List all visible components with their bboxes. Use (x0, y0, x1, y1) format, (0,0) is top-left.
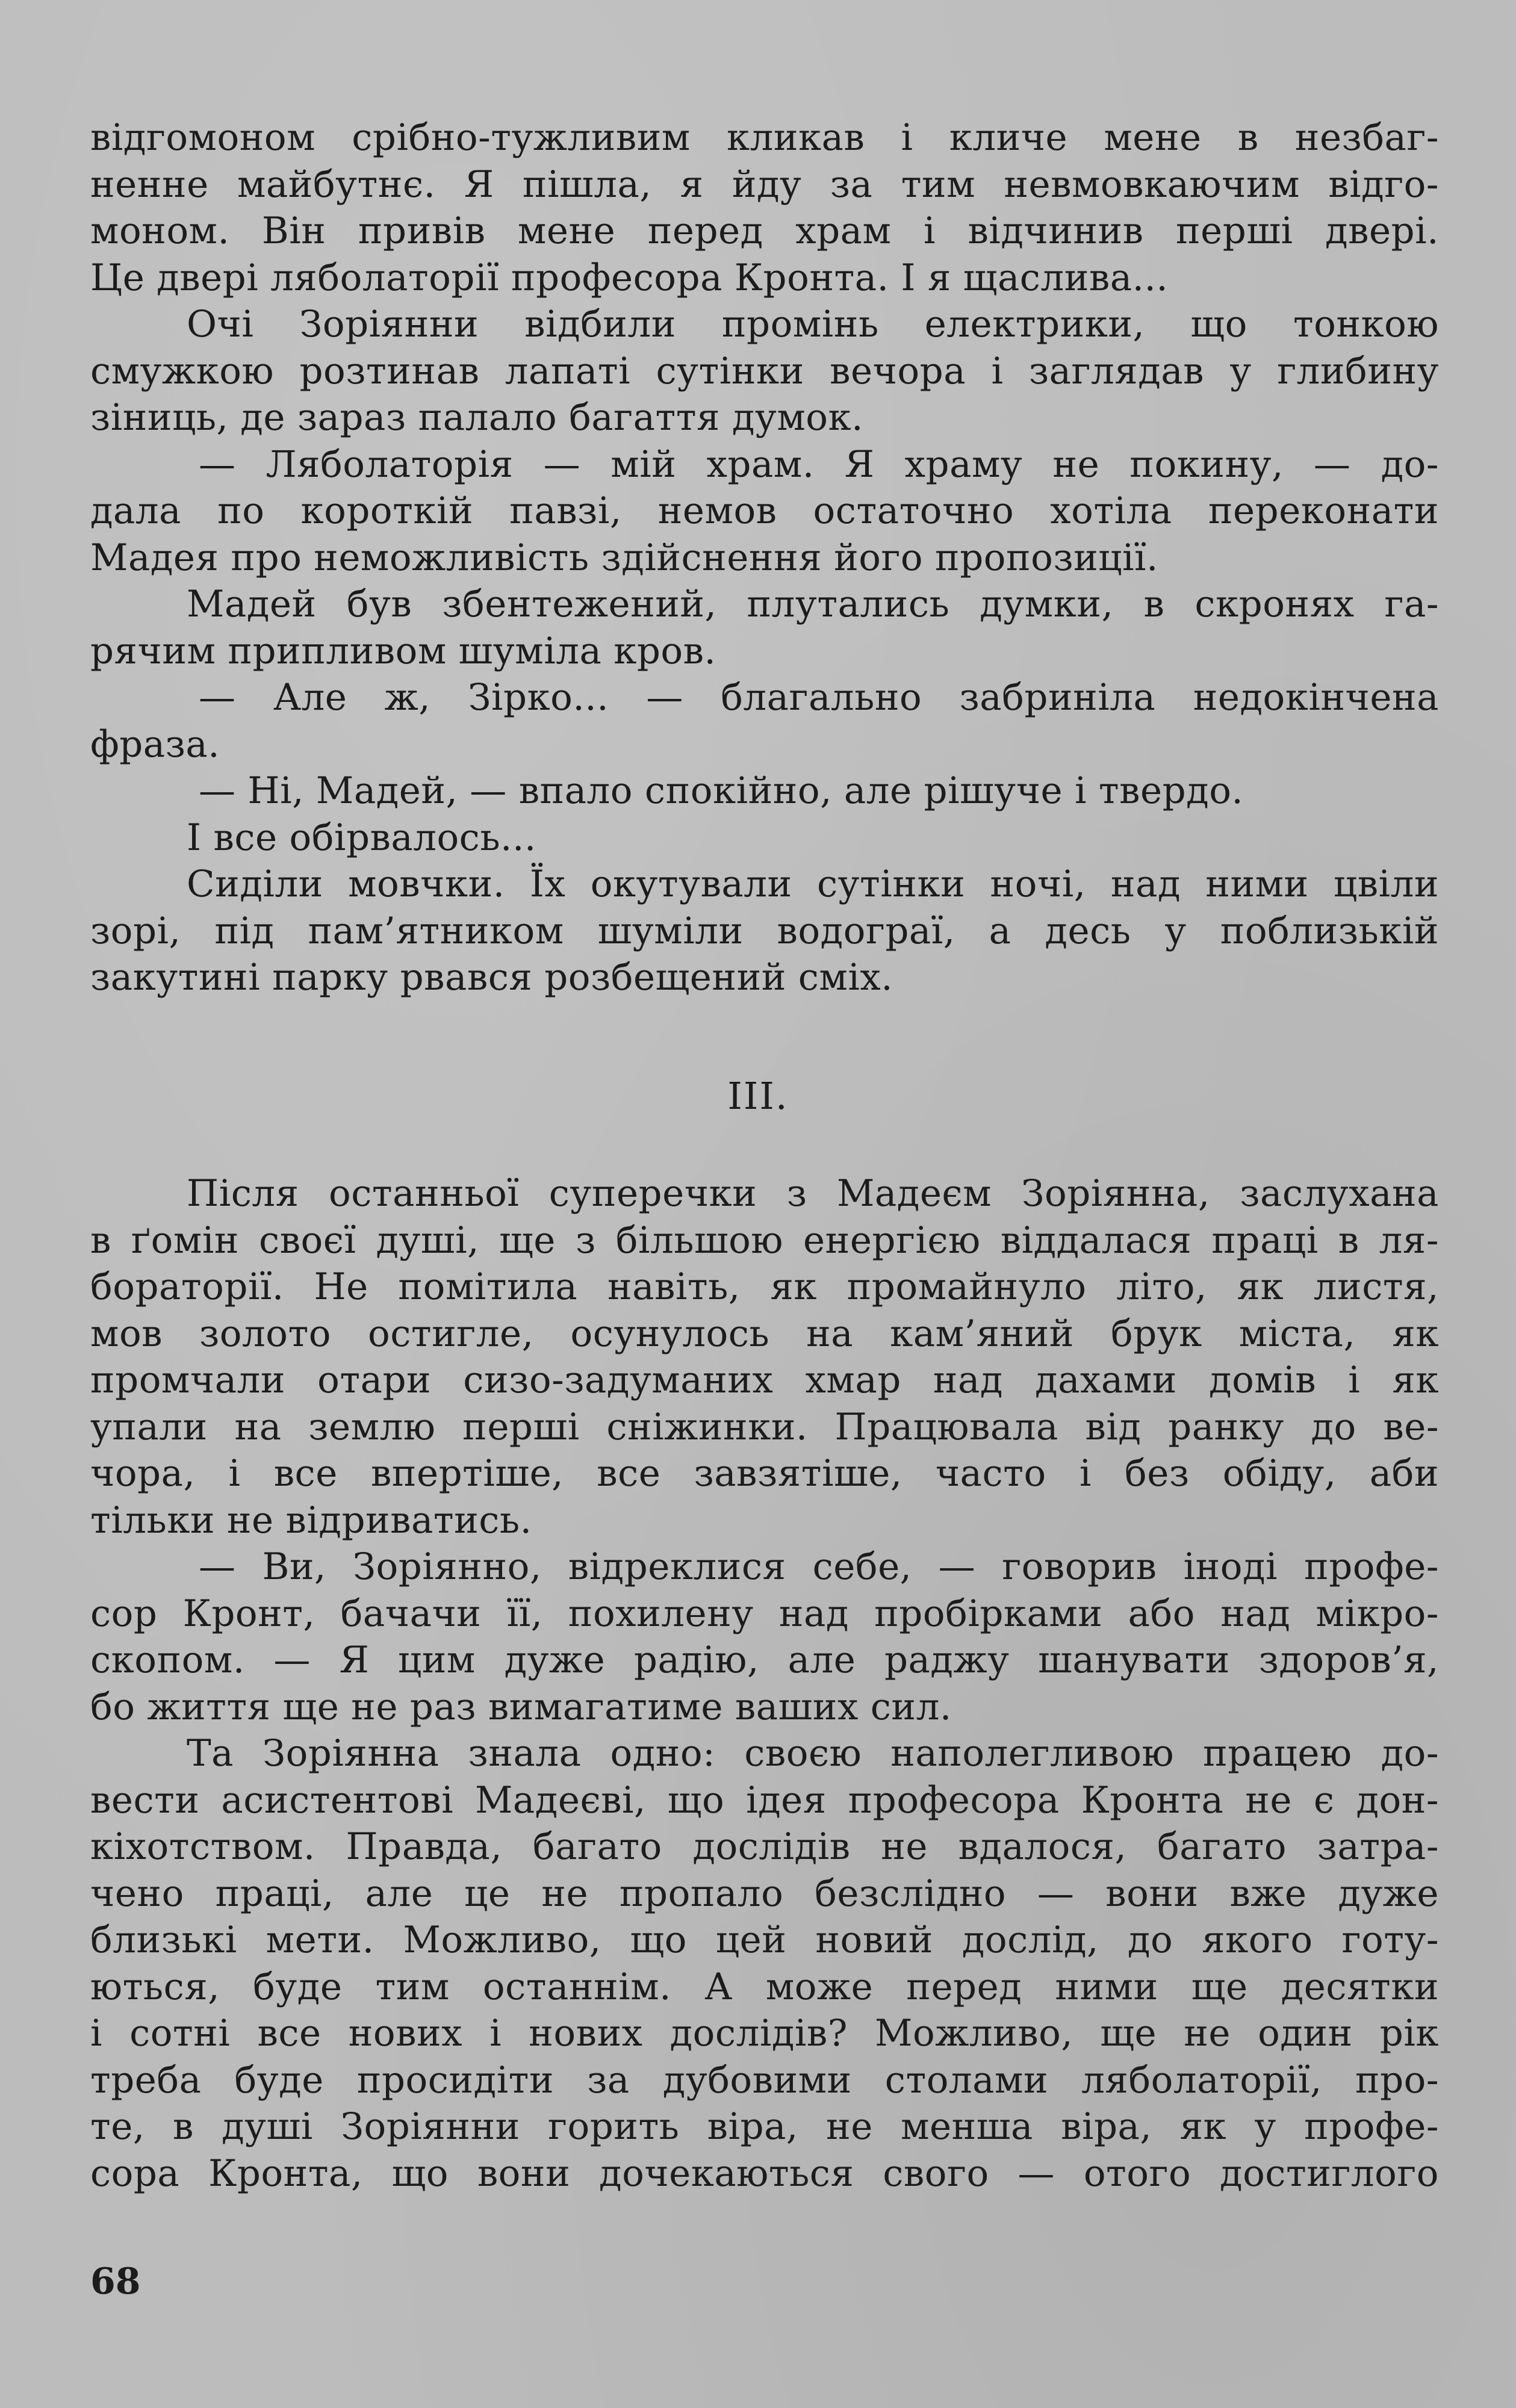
text-line: закутині парку рвався розбещений сміх. (90, 956, 893, 999)
text-line: Очі Зоріянни відбили промінь електрики, що тонкою (187, 303, 1439, 346)
text-line: тільки не відриватись. (90, 1498, 532, 1542)
text-line: мов золото остигле, осунулось на кам’яний брук міста, як (90, 1312, 1439, 1355)
text-line: бо життя ще не раз вимагатиме ваших сил. (90, 1685, 952, 1728)
text-line: зіниць, де зараз палало багаття думок. (90, 396, 864, 439)
text-line: треба буде просидіти за дубовими столами ляболаторії, про- (90, 2058, 1439, 2102)
text-line: рячим припливом шуміла кров. (90, 629, 716, 672)
text-line: відгомоном срібно-тужливим кликав і кличе мене в незбаг- (90, 116, 1439, 159)
text-line: скопом. — Я цим дуже радію, але раджу шанувати здоров’я, (90, 1639, 1439, 1681)
text-line: Після останньої суперечки з Мадеєм Зоріянна, заслухана (187, 1172, 1439, 1215)
text-line: — Ляболаторія — мій храм. Я храму не покину, — до- (199, 442, 1439, 486)
text-line: фраза. (90, 722, 220, 766)
text-line: бораторії. Не помітила навіть, як промайнуло літо, як листя, (90, 1265, 1439, 1308)
text-line: кіхотством. Правда, багато дослідів не вдалося, багато затра- (90, 1825, 1439, 1868)
text-line: — Але ж, Зірко... — благально забриніла недокінчена (199, 676, 1439, 719)
text-line: те, в душі Зоріянни горить віра, не менша віра, як у профе- (90, 2105, 1439, 2148)
text-block-top (90, 114, 1439, 1001)
text-line: — Ні, Мадей, — впало спокійно, але рішуче і твердо. (199, 769, 1244, 812)
text-line: ненне майбутнє. Я пішла, я йду за тим невмовкаючим відго- (90, 163, 1439, 206)
text-line: в ґомін своєї душі, ще з більшою енергією віддалася праці в ля- (90, 1218, 1439, 1262)
text-line: дала по короткій павзі, немов остаточно хотіла переконати (90, 489, 1439, 532)
text-line: Мадей був збентежений, плутались думки, в скронях га- (187, 583, 1439, 625)
text-line: вести асистентові Мадеєві, що ідея професора Кронта не є дон- (90, 1778, 1439, 1822)
text-line: Це двері ляболаторії професора Кронта. І я щаслива... (90, 256, 1169, 299)
text-line: Та Зоріянна знала одно: своєю наполегливою працею до- (187, 1732, 1439, 1775)
text-line: чора, і все впертіше, все завзятіше, часто і без обіду, аби (90, 1452, 1439, 1495)
text-line: упали на землю перші сніжинки. Працювала від ранку до ве- (90, 1405, 1439, 1448)
text-line: Сиділи мовчки. Їх окутували сутінки ночі, над ними цвіли (187, 863, 1439, 905)
text-line: близькі мети. Можливо, що цей новий дослід, до якого готу- (90, 1919, 1439, 1961)
text-line: промчали отари сизо-задуманих хмар над дахами домів і як (90, 1359, 1439, 1401)
text-line: смужкою розтинав лапаті сутінки вечора і заглядав у глибину (90, 349, 1439, 393)
text-block-bottom (90, 1170, 1439, 2197)
text-line: зорі, під пам’ятником шуміли водограї, а десь у поблизькій (90, 909, 1439, 952)
text-line: І все обірвалось... (187, 816, 536, 859)
text-line: — Ви, Зоріянно, відреклися себе, — говорив іноді профе- (199, 1545, 1439, 1588)
text-line: ються, буде тим останнім. А може перед ними ще десятки (90, 1965, 1439, 2008)
text-line: сор Кронт, бачачи її, похилену над пробірками або над мікро- (90, 1592, 1439, 1635)
text-line: чено праці, але це не пропало безслідно — вони вже дуже (90, 1872, 1439, 1915)
text-line: моном. Він привів мене перед храм і відчинив перші двері. (90, 209, 1439, 252)
text-line: Мадея про неможливість здійснення його пропозиції. (90, 536, 1158, 579)
text-line: сора Кронта, що вони дочекаються свого — отого достиглого (90, 2152, 1439, 2195)
page-number: 68 (90, 2261, 141, 2303)
section-heading: III. (727, 1074, 789, 1118)
text-line: і сотні все нових і нових дослідів? Можливо, ще не один рік (90, 2012, 1439, 2055)
